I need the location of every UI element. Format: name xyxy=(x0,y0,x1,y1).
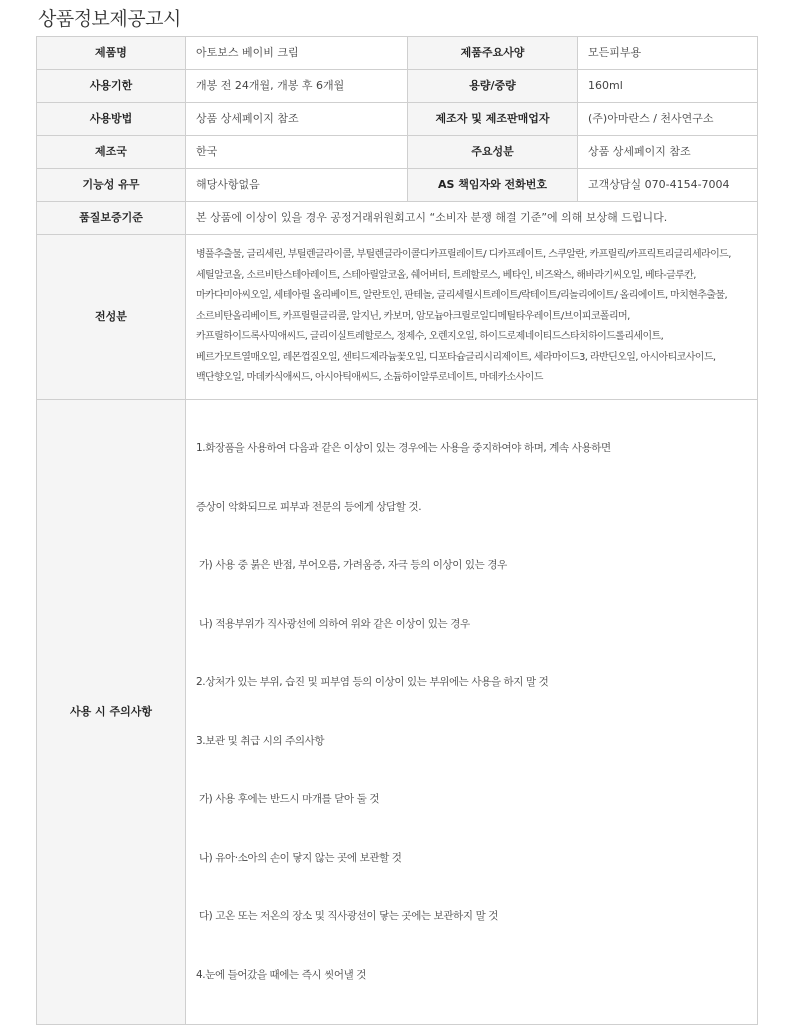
caution-line: 다) 고온 또는 저온의 장소 및 직사광선이 닿는 곳에는 보관하지 말 것 xyxy=(196,910,499,922)
ingredient-list xyxy=(196,245,747,389)
info-row-cautions xyxy=(37,400,758,1025)
page-title: 상품정보제공고시 xyxy=(38,8,181,30)
value-volume: 160ml xyxy=(578,70,758,103)
value-manufacturer: (주)아마란스 / 천사연구소 xyxy=(578,103,758,136)
label-expiry: 사용기한 xyxy=(37,70,186,103)
label-country: 제조국 xyxy=(37,136,186,169)
label-cautions: 사용 시 주의사항 xyxy=(37,400,186,1025)
value-usage: 상품 상세페이지 참조 xyxy=(186,103,408,136)
product-info-table xyxy=(36,36,758,1025)
label-ingredients: 전성분 xyxy=(37,235,186,400)
ingredient-line: 병풀추출물, 글리세린, 부틸렌글라이콜, 부틸렌글라이콜디카프릴레이트/ 디카프레이트, 스쿠알란, 카프릴릭/카프릭트리글리세라이드, xyxy=(196,249,731,261)
value-main-ingredient: 상품 상세페이지 참조 xyxy=(578,136,758,169)
info-row-expiry xyxy=(37,70,758,103)
caution-line: 나) 유아·소아의 손이 닿지 않는 곳에 보관할 것 xyxy=(196,851,402,864)
info-row-country xyxy=(37,136,758,169)
value-ingredients xyxy=(186,235,758,400)
caution-line: 나) 적용부위가 직사광선에 의하여 위와 같은 이상이 있는 경우 xyxy=(196,617,470,630)
caution-line: 가) 사용 후에는 반드시 마개를 닫아 둘 것 xyxy=(196,793,380,805)
value-expiry: 개봉 전 24개월, 개봉 후 6개월 xyxy=(186,70,408,103)
info-row-function xyxy=(37,169,758,202)
ingredient-line: 베르가모트열매오일, 레몬껍질오일, 센티드제라늄꽃오일, 디포타슘글리시리제이트, 세라마이드3, 라반딘오일, 아시아티코사이드, xyxy=(196,351,716,363)
caution-list xyxy=(196,400,747,1024)
value-cautions xyxy=(186,400,758,1025)
ingredient-line: 세틸알코올, 소르비탄스테아레이트, 스테아릴알코올, 쉐어버터, 트레할로스, 베타인, 비즈왁스, 해바라기씨오일, 베타-글루칸, xyxy=(196,269,696,281)
label-manufacturer: 제조자 및 제조판매업자 xyxy=(408,103,578,136)
ingredient-line: 카프릴하이드록사믹애씨드, 글리이실트레할로스, 정제수, 오렌지오일, 하이드로제네이티드스타치하이드롤리세이트, xyxy=(196,331,664,343)
caution-line: 1.화장품을 사용하여 다음과 같은 이상이 있는 경우에는 사용을 중지하여야 하며, 계속 사용하면 xyxy=(196,442,611,454)
label-product-name: 제품명 xyxy=(37,37,186,70)
caution-line: 4.눈에 들어갔을 때에는 즉시 씻어낼 것 xyxy=(196,968,367,981)
label-volume: 용량/중량 xyxy=(408,70,578,103)
caution-line: 증상이 악화되므로 피부과 전문의 등에게 상담할 것. xyxy=(196,500,422,513)
info-row-product xyxy=(37,37,758,70)
info-row-quality xyxy=(37,202,758,235)
value-functional: 해당사항없음 xyxy=(186,169,408,202)
info-row-ingredients xyxy=(37,235,758,400)
value-main-spec: 모든피부용 xyxy=(578,37,758,70)
value-country: 한국 xyxy=(186,136,408,169)
label-main-spec: 제품주요사양 xyxy=(408,37,578,70)
caution-line: 가) 사용 중 붉은 반점, 부어오름, 가려움증, 자극 등의 이상이 있는 경우 xyxy=(196,559,507,571)
value-quality: 본 상품에 이상이 있을 경우 공정거래위원회고시 “소비자 분쟁 해결 기준”에 의해 보상해 드립니다. xyxy=(186,202,758,235)
label-functional: 기능성 유무 xyxy=(37,169,186,202)
ingredient-line: 백단향오일, 마데카식애씨드, 아시아틱애씨드, 소듐하이알루로네이트, 마데카소사이드 xyxy=(196,372,543,384)
value-product-name: 아토보스 베이비 크림 xyxy=(186,37,408,70)
label-main-ingredient: 주요성분 xyxy=(408,136,578,169)
label-quality: 품질보증기준 xyxy=(37,202,186,235)
label-usage: 사용방법 xyxy=(37,103,186,136)
value-as-contact: 고객상담실 070-4154-7004 xyxy=(578,169,758,202)
label-as-contact: AS 책임자와 전화번호 xyxy=(408,169,578,202)
caution-line: 3.보관 및 취급 시의 주의사항 xyxy=(196,734,325,747)
ingredient-line: 마카다미아씨오일, 세테아릴 올리베이트, 알란토인, 판테놀, 글리세릴시트레이트/락테이트/리놀리에이트/ 올리에이트, 마치현추출물, xyxy=(196,290,728,302)
ingredient-line: 소르비탄올리베이트, 카프릴릴글리콜, 알지닌, 카보머, 암모늄아크릴로일디메틸타우레이트/브이피코폴리머, xyxy=(196,310,630,322)
info-row-usage xyxy=(37,103,758,136)
caution-line: 2.상처가 있는 부위, 습진 및 피부염 등의 이상이 있는 부위에는 사용을 하지 말 것 xyxy=(196,676,549,688)
